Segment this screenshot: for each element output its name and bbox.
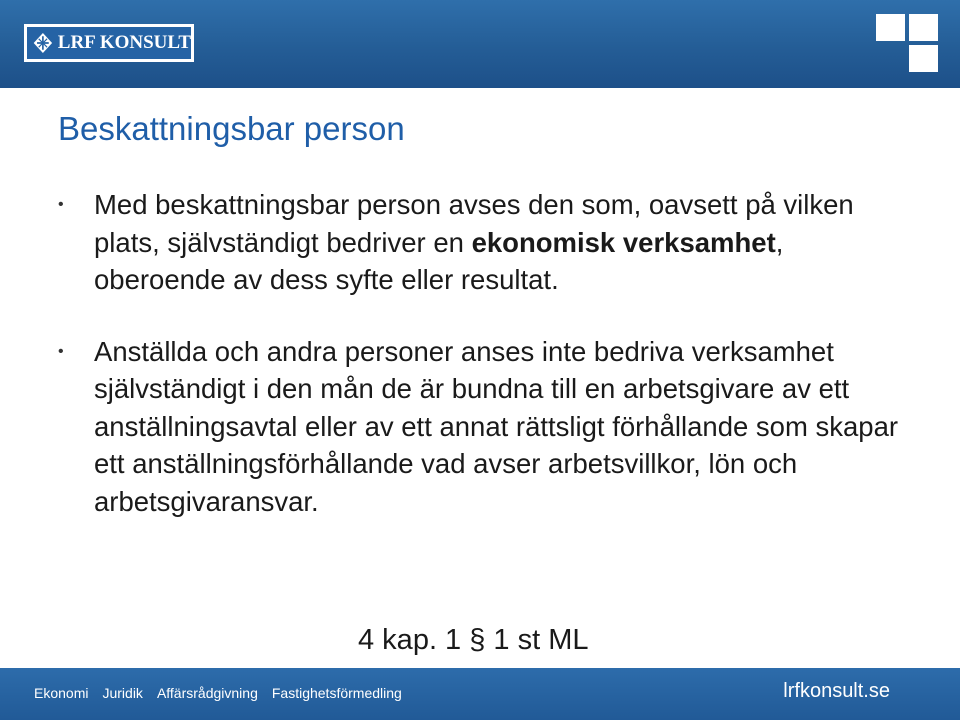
law-reference: 4 kap. 1 § 1 st ML [358,624,589,656]
bullet-item-employees [58,333,918,521]
bullet-item-definition [58,186,918,299]
bullet2-text: Anställda och andra personer anses inte bedriva verksamhet självständigt i den mån de är bundna till en arbetsgivare av ett anställningsavtal eller av ett annat rättsligt förhållande som skapar ett anställningsförhållande vad avser arbetsvillkor, lön och arbetsgivaransvar. [94,335,899,517]
squares-logo-icon [876,14,940,74]
bullet-dot-icon: • [58,196,64,213]
footer-bar [0,668,960,720]
footer-link-juridik[interactable]: Juridik [102,685,143,701]
footer-link-ekonomi[interactable]: Ekonomi [34,685,89,701]
lrf-konsult-logo[interactable] [24,24,194,62]
slide-title: Beskattningsbar person [58,110,405,147]
footer-links [34,685,402,701]
header-bar [0,0,960,88]
bullet-list [58,186,918,520]
bullet1-text-part2: , oberoende av dess syfte eller resultat. [94,226,784,295]
logo-inner [26,26,192,60]
bullet-dot-icon: • [58,342,64,360]
leaf-emblem-icon [32,30,54,56]
footer-link-affarsradgivning[interactable]: Affärsrådgivning [156,685,258,701]
bullet1-bold-text: ekonomisk verksamhet [471,226,776,258]
footer-link-fastighetsformedling[interactable]: Fastighetsförmedling [271,685,402,701]
footer-site-link[interactable]: lrfkonsult.se [783,680,890,702]
logo-text: LRF KONSULT [57,32,191,53]
bullet1-text-part1: Med beskattningsbar person avses den som, oavsett på vilken plats, självständigt bedriver en [94,189,854,258]
